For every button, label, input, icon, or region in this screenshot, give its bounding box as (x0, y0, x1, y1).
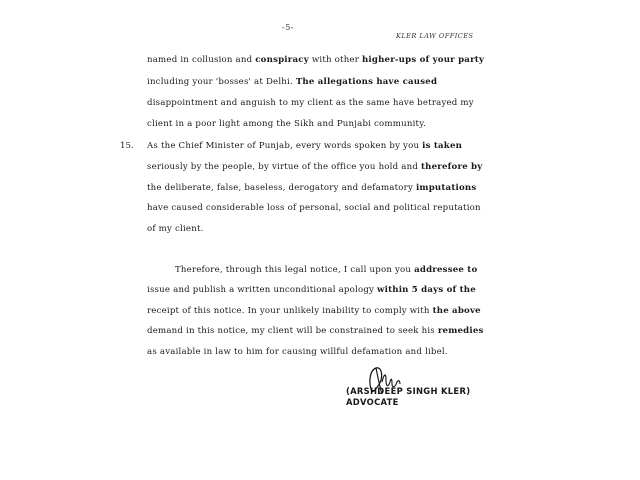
text-span: higher-ups of your party (361, 55, 485, 65)
text-line (147, 98, 474, 109)
text-span: within 5 days of the (377, 285, 476, 295)
firm-name-header: KLER LAW OFFICES (396, 32, 474, 40)
text-span: the above (432, 306, 481, 316)
text-line (147, 347, 448, 358)
text-span: demand in this notice, my client will be constrained to seek his (147, 326, 438, 336)
signatory-title: ADVOCATE (346, 397, 399, 407)
signature-stroke (382, 375, 400, 387)
text-line (175, 265, 477, 276)
text-span: including your 'bosses' at Delhi. (147, 77, 296, 87)
text-span: with other (308, 55, 362, 65)
text-line (147, 285, 476, 296)
text-span: seriously by the people, by virtue of the office you hold and (147, 162, 421, 172)
text-line (147, 119, 426, 130)
text-span: receipt of this notice. In your unlikely inability to comply with (147, 306, 433, 316)
text-span: addressee to (414, 265, 478, 275)
page-number: -5- (282, 23, 294, 32)
text-line (147, 162, 482, 173)
text-span: the deliberate, false, baseless, derogatory and defamatory (147, 183, 416, 193)
text-line (147, 326, 484, 337)
text-span: issue and publish a written unconditional apology (147, 285, 378, 295)
text-line (147, 203, 481, 214)
text-span: remedies (437, 326, 484, 336)
text-span: named in collusion and (147, 55, 256, 65)
paragraph-number: 15. (120, 141, 134, 151)
text-span: therefore by (420, 162, 483, 172)
text-span: disappointment and anguish to my client as the same have betrayed my (147, 98, 474, 108)
text-line (147, 77, 437, 88)
text-span: The allegations have caused (295, 77, 438, 87)
text-line (147, 141, 462, 152)
text-span: as available in law to him for causing willful defamation and libel. (147, 347, 448, 357)
text-line (147, 306, 481, 317)
text-span: of my client. (147, 224, 204, 234)
text-line (147, 224, 204, 235)
text-span: have caused considerable loss of personal, social and political reputation (147, 203, 481, 213)
text-span: is taken (422, 141, 463, 151)
text-span: conspiracy (255, 55, 309, 65)
text-span: As the Chief Minister of Punjab, every words spoken by you (147, 141, 423, 151)
text-line (147, 183, 476, 194)
text-span: Therefore, through this legal notice, I call upon you (175, 265, 415, 275)
text-line (147, 55, 484, 66)
text-span: imputations (415, 183, 477, 193)
signatory-name: (ARSHDEEP SINGH KLER) (346, 386, 471, 396)
text-span: client in a poor light among the Sikh and Punjabi community. (147, 119, 427, 129)
